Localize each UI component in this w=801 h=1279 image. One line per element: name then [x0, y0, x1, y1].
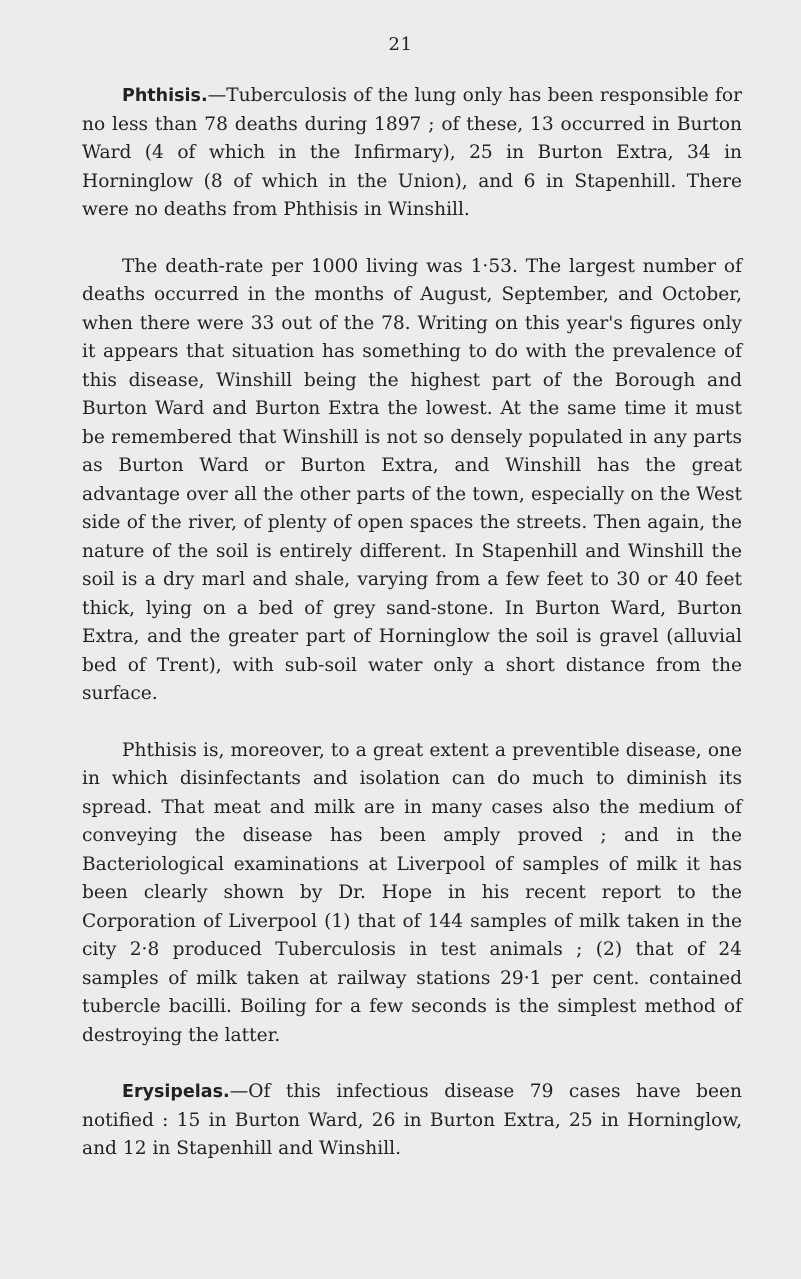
paragraph-text: The death-rate per 1000 living was 1·53. The largest number of deaths occurred in the months of August, September, and October, when there were 33 out of the 78. Writing on this year's figures only it appears that situation has something to do with the prevalence of this disease, Winshill being the highest part of the Borough and Burton Ward and Burton Extra the lowest. At the same time it must be remembered that Winshill is not so densely populated in any parts as Burton Ward or Burton Extra, and Winshill has the great advantage over all the other parts of the town, especially on the West side of the river, of plenty of open spaces the streets. Then again, the nature of the soil is entirely different. In Stapenhill and Winshill the soil is a dry marl and shale, varying from a few feet to 30 or 40 feet thick, lying on a bed of grey sand-stone. In Burton Ward, Burton Extra, and the greater part of Horninglow the soil is gravel (alluvial bed of Trent), with sub-soil water only a short distance from the surface.	[82, 255, 742, 704]
page-number: 21	[388, 34, 413, 55]
paragraph-text: —Tuberculosis of the lung only has been responsible for no less than 78 deaths during 1897 ; of these, 13 occurred in Burton Ward (4 of which in the Infirmary), 25 in Burton Extra, 34 in Horninglow (8 of which in the Union), and 6 in Stapenhill. There were no deaths from Phthisis in Winshill.	[82, 85, 742, 220]
paragraph-text: —Of this infectious disease 79 cases have been notified : 15 in Burton Ward, 26 in Burton Extra, 25 in Horninglow, and 12 in Stapenhill and Winshill.	[82, 1081, 742, 1159]
paragraph-text: Phthisis is, moreover, to a great extent a preventible disease, one in which disinfectants and isolation can do much to diminish its spread. That meat and milk are in many cases also the medium of conveying the disease has been amply proved ; and in the Bacteriological examinations at Liverpool of samples of milk it has been clearly shown by Dr. Hope in his recent report to the Corporation of Liverpool (1) that of 144 samples of milk taken in the city 2·8 produced Tuberculosis in test animals ; (2) that of 24 samples of milk taken at railway stations 29·1 per cent. contained tubercle bacilli. Boiling for a few seconds is the simplest method of destroying the latter.	[82, 739, 742, 1046]
paragraph-phthisis	[82, 82, 742, 225]
section-heading-phthisis: Phthisis.	[122, 86, 208, 106]
paragraph-erysipelas	[82, 1078, 742, 1164]
section-heading-erysipelas: Erysipelas.	[122, 1082, 230, 1102]
paragraph-preventible	[82, 737, 742, 1051]
body-text	[82, 82, 742, 1192]
paragraph-death-rate	[82, 253, 742, 709]
